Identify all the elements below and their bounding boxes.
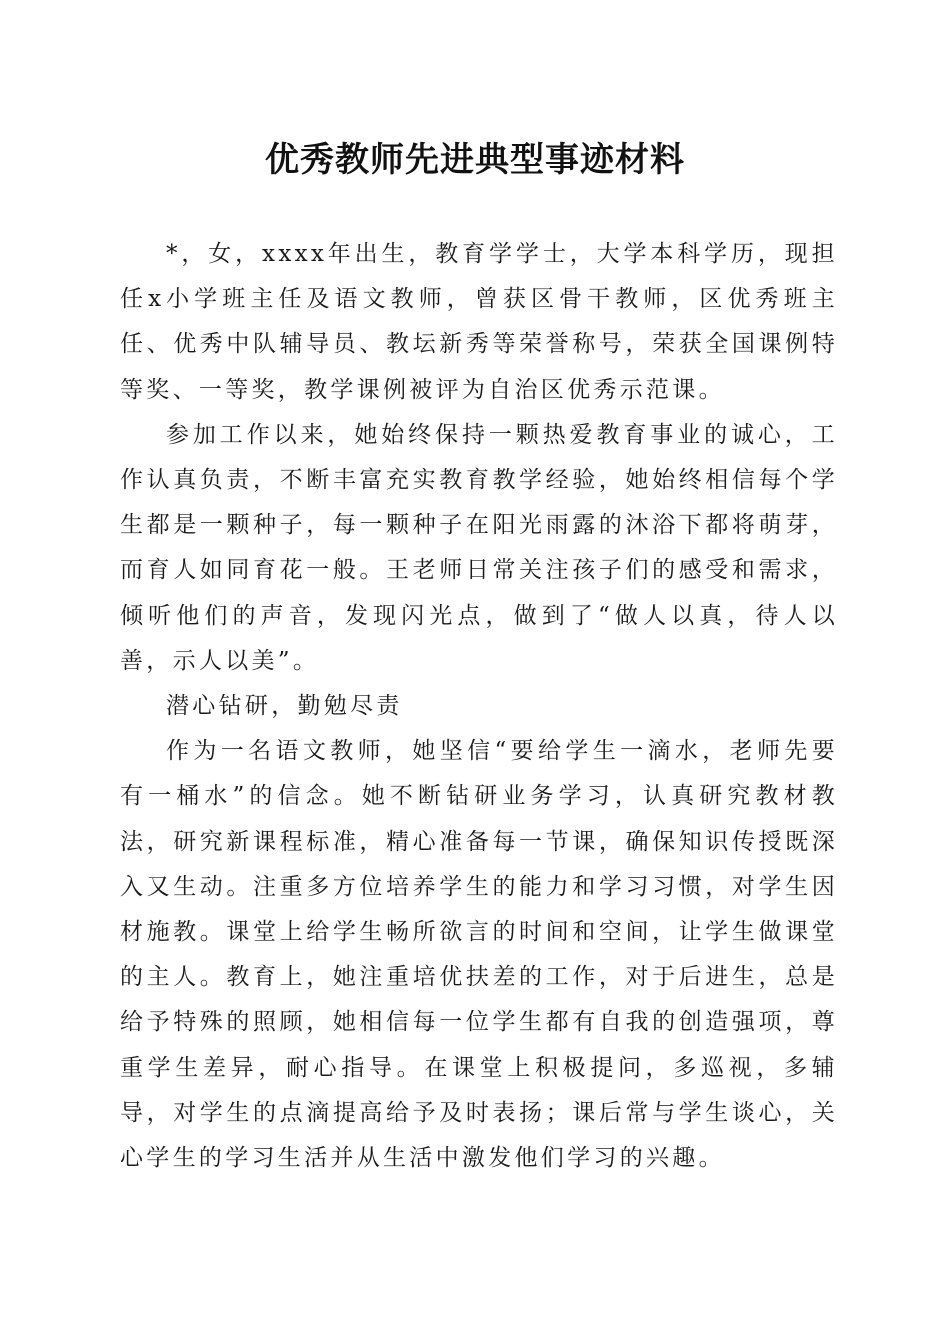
document-title: 优秀教师先进典型事迹材料: [265, 140, 685, 180]
paragraph-work-attitude: 参加工作以来，她始终保持一颗热爱教育事业的诚心，工作认真负责，不断丰富充实教育教学经验，她始终相信每个学生都是一颗种子，每一颗种子在阳光雨露的沐浴下都将萌芽，而育人如同育花一般。王老师日常关注孩子们的感受和需求，倾听他们的声音，发现闪光点，做到了“做人以真，待人以善，示人以美”。: [120, 421, 838, 674]
section-heading: 潜心钻研，勤勉尽责: [166, 693, 403, 720]
document-body: [120, 232, 838, 1181]
paragraph-intro: *，女，xxxx年出生，教育学学士，大学本科学历，现担任x小学班主任及语文教师，曾获区骨干教师，区优秀班主任、优秀中队辅导员、教坛新秀等荣誉称号，荣获全国课例特等奖、一等奖，教学课例被评为自治区优秀示范课。: [120, 241, 838, 403]
paragraph-teaching: 作为一名语文教师，她坚信“要给学生一滴水，老师先要有一桶水”的信念。她不断钻研业务学习，认真研究教材教法，研究新课程标准，精心准备每一节课，确保知识传授既深入又生动。注重多方位培养学生的能力和学习习惯，对学生因材施教。课堂上给学生畅所欲言的时间和空间，让学生做课堂的主人。教育上，她注重培优扶差的工作，对于后进生，总是给予特殊的照顾，她相信每一位学生都有自我的创造强项，尊重学生差异，耐心指导。在课堂上积极提问，多巡视，多辅导，对学生的点滴提高给予及时表扬；课后常与学生谈心，关心学生的学习生活并从生活中激发他们学习的兴趣。: [120, 738, 838, 1172]
